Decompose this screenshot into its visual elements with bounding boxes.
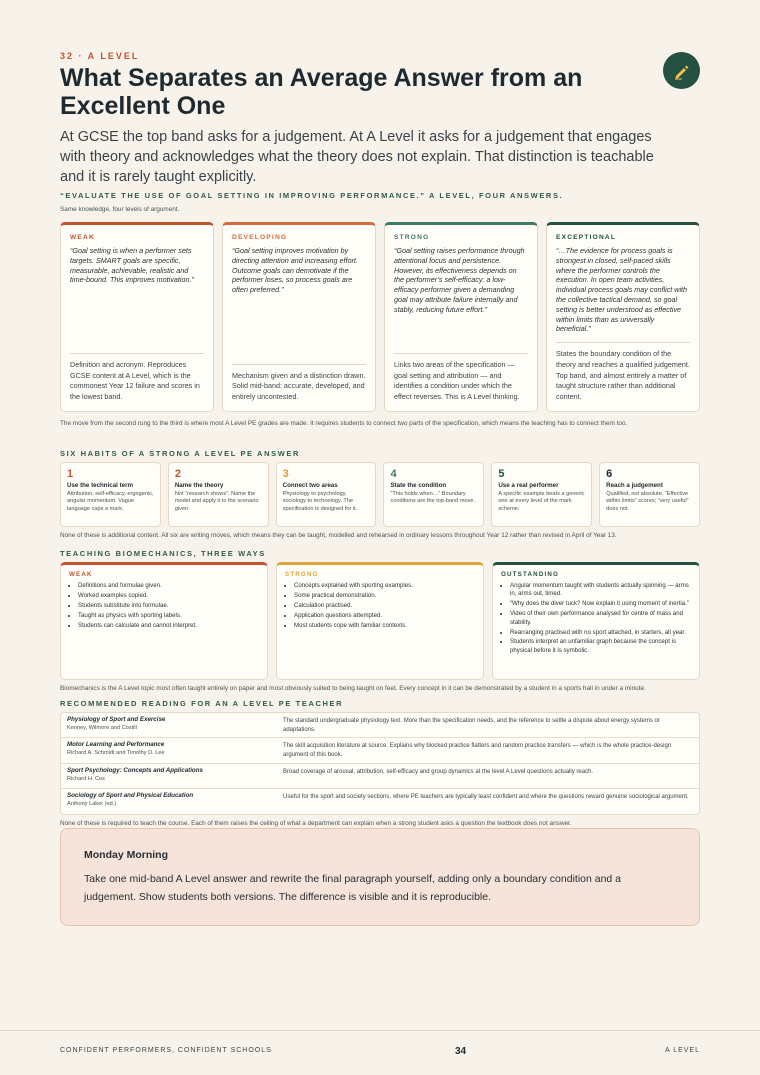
answer-level: WEAK [70,234,95,241]
list-item: • Video of their own performance analysed for centre of mass and stability. [510,610,691,627]
habit-card [491,462,592,527]
biomechanics-heading: TEACHING BIOMECHANICS, THREE WAYS [60,549,266,558]
habit-card [383,462,484,527]
book-cell [67,741,283,759]
monday-morning-box [60,828,700,926]
table-row [61,713,699,738]
section-kicker: 32 · A LEVEL [60,51,140,61]
biomechanics-column-outstanding [492,562,700,680]
book-cell [67,716,283,734]
habit-list [60,462,700,527]
habit-card [599,462,700,527]
book-author: Richard H. Cox [67,775,105,782]
list-item: • Worked examples copied. [78,592,259,600]
biomechanics-list [285,582,475,630]
pen-icon [673,62,691,80]
list-item: • Calculation practised. [294,602,475,610]
list-item: • Some practical demonstration. [294,592,475,600]
habit-title: Name the theory [174,482,224,489]
reading-table [60,712,700,815]
book-description: Useful for the sport and society sections, where PE teachers are typically least confident and where the questions reward genuine sociological argument. [283,793,689,800]
list-item: • Students interpret an unfamiliar graph because the concept is physical before it is symbolic. [510,638,691,655]
habit-desc: Physiology to psychology, sociology to technology. The specification is designed for it. [282,491,358,512]
page-subtitle: At GCSE the top band asks for a judgement. At A Level it asks for a judgement that engages with theory and acknowledges what the theory does not explain. That distinction is teachable and it is rarely taught explicitly. [60,129,654,185]
answer-quote: “Goal setting improves motivation by directing attention and increasing effort. Outcome goals can demotivate if the performer loses, so process goals are often preferred.” [232,246,358,295]
book-author: Anthony Laker (ed.) [67,800,117,807]
answer-card-weak [60,222,214,412]
book-title: Motor Learning and Performance [67,741,165,749]
biomechanics-level: OUTSTANDING [501,571,560,578]
book-description: Broad coverage of arousal, attribution, self-efficacy and group dynamics at the level A Level questions actually reach. [283,768,594,775]
habit-desc: “This holds when…” Boundary conditions are the top-band move. [390,491,476,505]
habit-number: 1 [67,468,74,480]
table-row [61,738,699,763]
monday-body: Take one mid-band A Level answer and rewrite the final paragraph yourself, adding only a boundary condition and a judgement. Show students both versions. The difference is visible and it is reproducible. [84,873,622,903]
hand-writing-icon [663,52,700,89]
habit-card [168,462,269,527]
biomechanics-column-strong [276,562,484,680]
list-item: • Concepts explained with sporting examples. [294,582,475,590]
answer-note: Mechanism given and a distinction drawn. Solid mid-band: accurate, developed, and entirely uncontested. [232,364,366,403]
biomechanics-list [501,582,691,655]
answer-quote: “Goal setting raises performance through attentional focus and persistence. However, its effectiveness depends on the performer’s self-efficacy: a low-efficacy performer given a demanding goal may attribute failure internally and stably, reducing future effort.” [394,246,525,314]
page-number: 34 [455,1046,467,1057]
answer-note: Definition and acronym. Reproduces GCSE content at A Level, which is the commonest Year 12 failure and scores in the lowest band. [70,353,204,403]
answer-level: DEVELOPING [232,234,288,241]
list-item: • Rearranging practised with no sport attached, in starters, all year. [510,629,691,637]
biomechanics-columns [60,562,700,680]
habit-title: Use the technical term [67,482,134,489]
reading-after-note: None of these is required to teach the course. Each of them raises the ceiling of what a department can explain when a strong student asks a question the textbook does not answer. [60,820,572,827]
answer-card-developing [222,222,376,412]
habit-title: Connect two areas [282,482,338,489]
habit-card [276,462,377,527]
footer-divider [0,1030,760,1031]
monday-title: Monday Morning [84,849,168,861]
habit-desc: Not “research shows”. Name the model and apply it to the scenario given. [174,491,259,512]
table-row [61,789,699,814]
list-item: • Application questions attempted. [294,612,475,620]
book-title: Sport Psychology: Concepts and Applications [67,766,203,774]
book-description: The skill acquisition literature at source. Explains why blocked practice flatters and random practice transfers — which is the whole practice-design argument of this book. [283,743,672,758]
footer-left: CONFIDENT PERFORMERS, CONFIDENT SCHOOLS [60,1047,272,1054]
biomechanics-list [69,582,259,630]
habit-number: 3 [282,468,289,480]
reading-heading: RECOMMENDED READING FOR AN A LEVEL PE TEACHER [60,699,344,708]
book-cell [67,767,283,785]
table-row [61,764,699,789]
habit-desc: A specific example beats a generic one at every level of the mark scheme. [498,491,585,512]
habit-card [60,462,161,527]
biomechanics-after-note: Biomechanics is the A Level topic most often taught entirely on paper and most obviously suited to being taught on feet. Every concept in it can be demonstrated by a student in a sports hall in under a minute. [60,685,646,692]
habit-number: 5 [498,468,505,480]
habits-heading: SIX HABITS OF A STRONG A LEVEL PE ANSWER [60,449,300,458]
list-item: • Most students cope with familiar contexts. [294,622,475,630]
answers-heading: “EVALUATE THE USE OF GOAL SETTING IN IMPROVING PERFORMANCE.” A LEVEL, FOUR ANSWERS. [60,191,564,200]
answer-level: EXCEPTIONAL [556,234,617,241]
habit-title: Reach a judgement [606,482,663,489]
habit-desc: Attribution, self-efficacy, ergogenic, angular momentum. Vague language caps a mark. [67,491,154,512]
footer-right: A LEVEL [664,1047,700,1054]
book-cell [67,792,283,811]
answer-level: STRONG [394,234,430,241]
list-item: • “Why does the diver tuck? Now explain it using moment of inertia.” [510,600,691,608]
list-item: • Taught as physics with sporting labels. [78,612,259,620]
list-item: • Students can calculate and cannot interpret. [78,622,259,630]
answer-card-strong [384,222,538,412]
habit-title: Use a real performer [498,482,559,489]
answer-quote: “Goal setting is when a performer sets targets. SMART goals are specific, measurable, achievable, realistic and time-bound. This improves motivation.” [70,246,194,285]
biomechanics-level: WEAK [69,571,93,578]
habits-after-note: None of these is additional content. All six are writing moves, which means they can be taught, modelled and rehearsed in ordinary lessons throughout Year 12 rather than revised in April of Year 13. [60,532,617,539]
answer-note: States the boundary condition of the theory and reaches a qualified judgement. Top band, and almost entirely a matter of taught structure rather than additional content. [556,342,690,403]
book-title: Sociology of Sport and Physical Education [67,791,194,799]
list-item: • Angular momentum taught with students actually spinning — arms in, arms out, timed. [510,582,691,599]
answer-levels [60,222,700,412]
answer-note: Links two areas of the specification — goal setting and attribution — and identifies a condition under which the effect reverses. This is A Level thinking. [394,353,528,403]
list-item: • Definitions and formulae given. [78,582,259,590]
answers-intro: Same knowledge, four levels of argument. [60,206,180,213]
habit-number: 2 [174,468,181,480]
biomechanics-column-weak [60,562,268,680]
page-title: What Separates an Average Answer from an Excellent One [60,64,583,120]
answers-after-note: The move from the second rung to the third is where most A Level PE grades are made. It requires students to connect two parts of the specification, which means the teaching has to connect them too. [60,420,628,427]
book-author: Richard A. Schmidt and Timothy D. Lee [67,750,165,757]
habit-number: 4 [390,468,397,480]
habit-desc: Qualified, not absolute. “Effective within limits” scores; “very useful” does not. [606,491,689,512]
book-author: Kenney, Wilmore and Costill [67,725,137,731]
answer-card-exceptional [546,222,700,412]
answer-quote: “…The evidence for process goals is strongest in closed, self-paced skills where the performer controls the execution. In open team activities, individual process goals may conflict with the collective tactical demand, so goal setting is better understood as effective within limits than as universally beneficial.” [556,246,688,334]
book-description: The standard undergraduate physiology text. More than the specification needs, and the reference to settle a dispute about energy systems or adaptations. [283,718,660,733]
habit-number: 6 [606,468,613,480]
list-item: • Students substitute into formulae. [78,602,259,610]
biomechanics-level: STRONG [285,571,319,578]
habit-title: State the condition [390,482,447,489]
book-title: Physiology of Sport and Exercise [67,716,166,723]
